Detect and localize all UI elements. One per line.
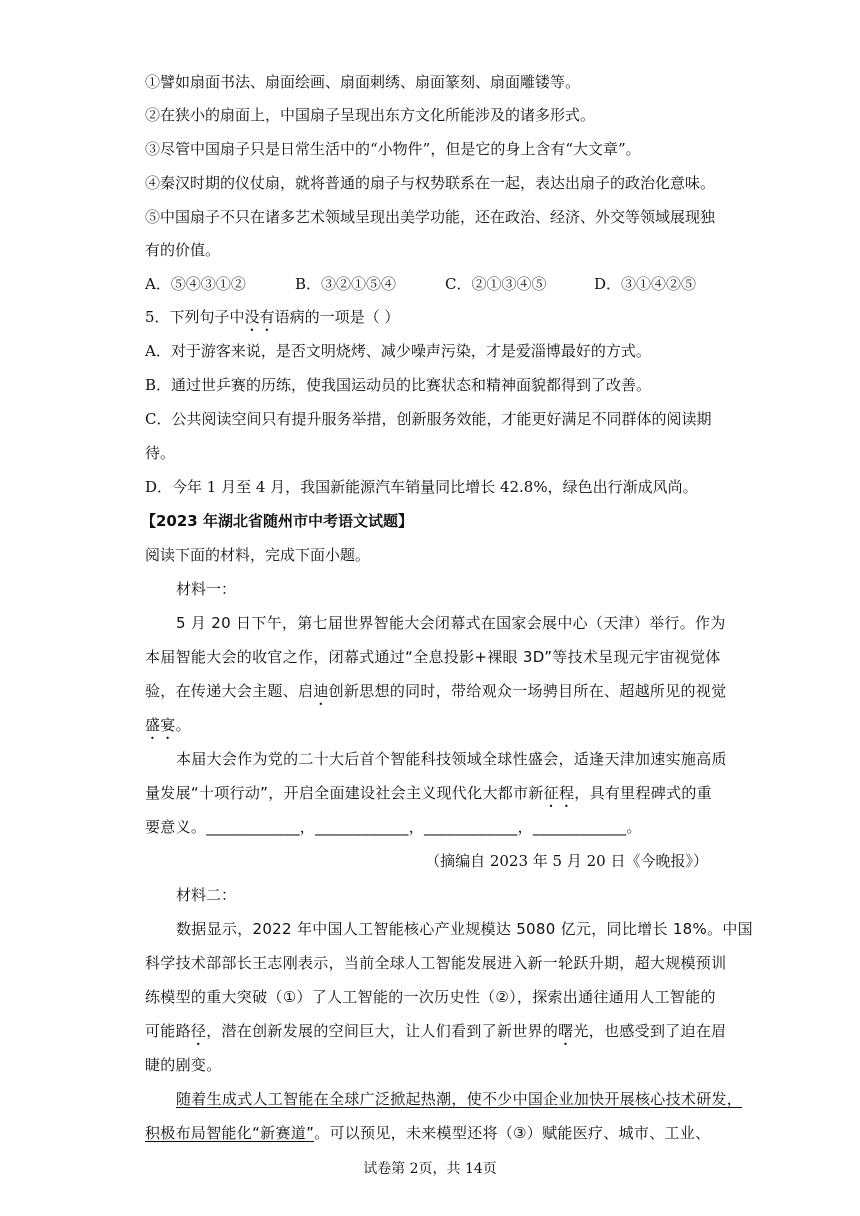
sentence-5-line1: ⑤中国扇子不只在诸多艺术领域呈现出美学功能，还在政治、经济、外交等领域展现独 [145, 208, 716, 226]
material2-p1-line1: 数据显示，2022 年中国人工智能核心产业规模达 5080 亿元，同比增长 18%。中国 [176, 920, 753, 938]
q5-option-d: D．今年 1 月至 4 月，我国新能源汽车销量同比增长 42.8%，绿色出行渐成风尚。 [145, 478, 698, 496]
m1-l3-b: 创新思想的同时，带给观众一场骋目所在、超越所见的视觉 [328, 682, 727, 700]
m2-l4-dot: 径 [190, 1022, 207, 1040]
m1-l3-a: 验，在传递大会主题、启 [145, 682, 314, 700]
m1-p2l2-dot: 征程 [543, 784, 575, 802]
m2-l4-a: 可能路 [145, 1022, 191, 1040]
m2-p2-underlined-2: 积极布局智能化“新赛道” [145, 1124, 315, 1142]
material1-p2-line2 [145, 783, 712, 811]
m2-p2l2-b: 。可以预见，未来模型还将（③）赋能医疗、城市、工业、 [314, 1124, 711, 1142]
m1-l3-dot: 迪 [313, 682, 329, 700]
sentence-1: ①譬如扇面书法、扇面绘画、扇面刺绣、扇面篆刻、扇面雕镂等。 [145, 73, 581, 91]
m2-l4-c: 光，也感受到了迫在眉 [573, 1022, 727, 1040]
q5-option-c-line2: 待。 [145, 444, 176, 462]
option-a: A．⑤④③①② [145, 275, 246, 293]
material1-p2-line1: 本届大会作为党的二十大后首个智能科技领域全球性盛会，适逢天津加速实施高质 [176, 750, 727, 768]
q5-option-b: B．通过世乒赛的历练，使我国运动员的比赛状态和精神面貌都得到了改善。 [145, 376, 652, 394]
m1-l4-dot: 盛宴 [145, 716, 176, 734]
q5-stem-post: 语病的一项是（ ） [274, 308, 400, 326]
option-c: C．②①③④⑤ [445, 275, 547, 293]
q5-stem-emphasis: 没有 [244, 308, 275, 326]
option-d: D．③①④②⑤ [594, 275, 697, 293]
material2-label: 材料二： [176, 886, 237, 904]
section-instruction: 阅读下面的材料，完成下面小题。 [145, 546, 371, 564]
material2-p1-line3: 练模型的重大突破（①）了人工智能的一次历史性（②），探索出通往通用人工智能的 [145, 988, 716, 1006]
material2-p1-line2: 科学技术部部长王志刚表示，当前全球人工智能发展进入新一轮跃升期，超大规模预训 [145, 954, 727, 972]
material1-label: 材料一： [176, 580, 237, 598]
material1-source: （摘编自 2023 年 5 月 20 日《今晚报》） [425, 852, 708, 870]
material1-p1-line1: 5 月 20 日下午，第七届世界智能大会闭幕式在国家会展中心（天津）举行。作为 [176, 614, 726, 632]
m1-p2l2-b: ，具有里程碑式的重 [574, 784, 712, 802]
sentence-5-line2: 有的价值。 [145, 241, 221, 259]
section-heading: 【2023 年湖北省随州市中考语文试题】 [141, 512, 413, 530]
material1-p1-line2: 本届智能大会的收官之作，闭幕式通过“全息投影+裸眼 3D”等技术呈现元宇宙视觉体 [145, 648, 721, 666]
material1-p1-line3 [145, 681, 726, 709]
q5-option-a: A．对于游客来说，是否文明烧烤、减少噪声污染，才是爱淄博最好的方式。 [145, 342, 651, 360]
material1-p1-line4 [145, 715, 191, 743]
m1-l4-b: 。 [175, 716, 191, 734]
q5-stem-pre: 5．下列句子中 [145, 308, 245, 326]
material2-p1-line5: 睫的剧变。 [145, 1056, 222, 1074]
m2-p2-underlined-1: 随着生成式人工智能在全球广泛掀起热潮，使不少中国企业加快开展核心技术研发， [176, 1090, 743, 1108]
sentence-4: ④秦汉时期的仪仗扇，就将普通的扇子与权势联系在一起，表达出扇子的政治化意味。 [145, 174, 716, 192]
m2-l4-b: ，潜在创新发展的空间巨大，让人们看到了新世界的 [206, 1022, 559, 1040]
question-5-stem [145, 307, 399, 335]
sentence-2: ②在狭小的扇面上，中国扇子呈现出东方文化所能涉及的诸多形式。 [145, 106, 596, 124]
material2-p1-line4 [145, 1021, 726, 1049]
m1-p2l2-a: 量发展“十项行动”，开启全面建设社会主义现代化大都市新 [145, 784, 544, 802]
page-footer: 试卷第 2页，共 14页 [363, 1161, 497, 1177]
material1-p2-line3-blanks: 要意义。____________，____________，____________，____________。 [145, 818, 642, 836]
material2-p2-line1 [176, 1089, 742, 1109]
q5-option-c-line1: C．公共阅读空间只有提升服务举措，创新服务效能，才能更好满足不同群体的阅读期 [145, 410, 712, 428]
option-b: B．③②①⑤④ [295, 275, 397, 293]
m2-l4-dot2: 曙 [558, 1022, 574, 1040]
material2-p2-line2 [145, 1123, 710, 1143]
sentence-3: ③尽管中国扇子只是日常生活中的“小物件”，但是它的身上含有“大文章”。 [145, 140, 641, 158]
